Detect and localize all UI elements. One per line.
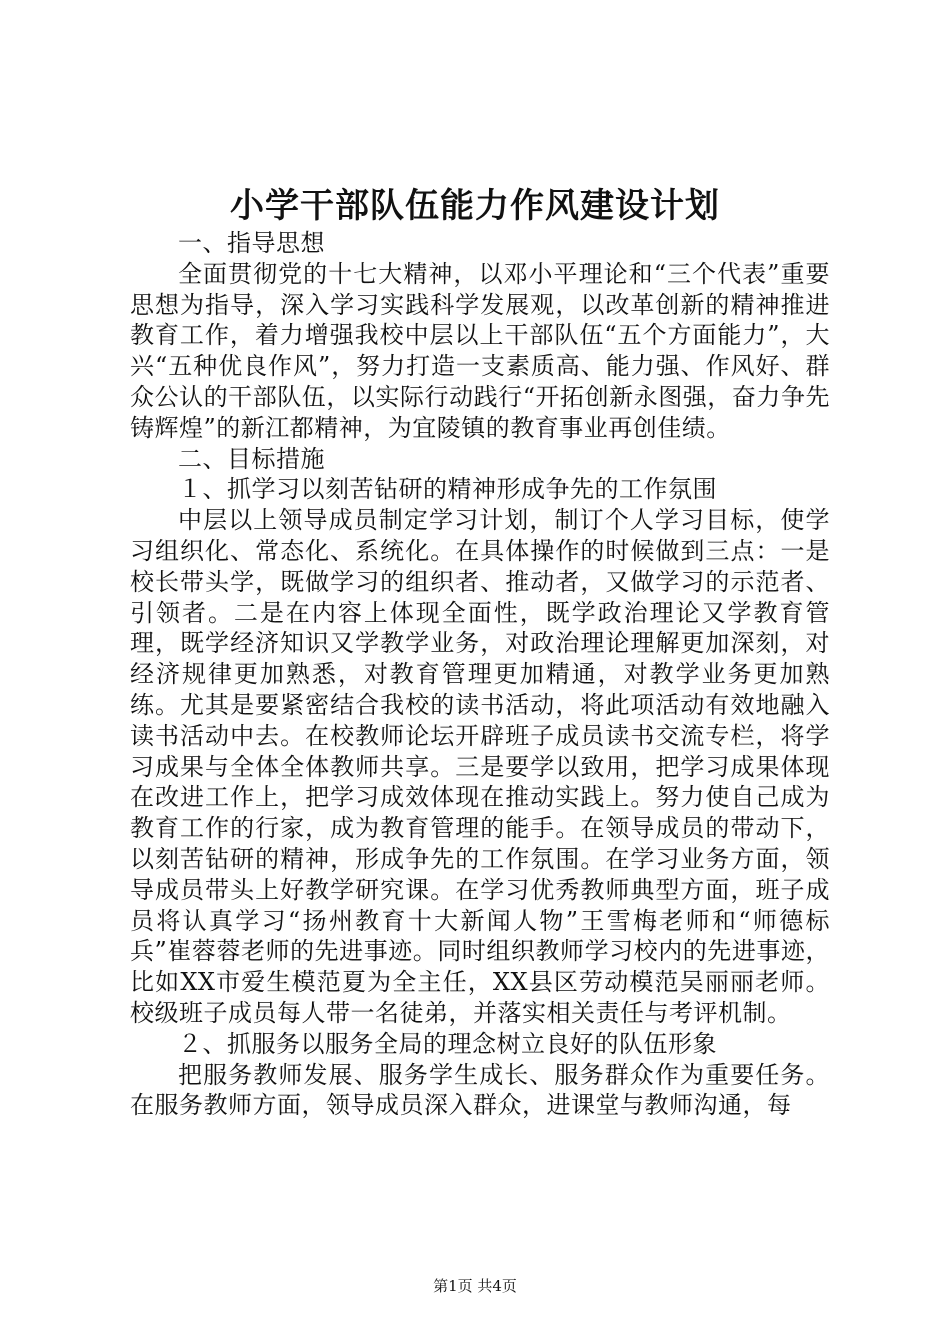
subheading-study: １、抓学习以刻苦钻研的精神形成争先的工作氛围: [178, 475, 717, 504]
paragraph-study: 中层以上领导成员制定学习计划，制订个人学习目标，使学习组织化、常态化、系统化。在具体操作的时候做到三点：一是校长带头学，既做学习的组织者、推动者，又做学习的示范者、引领者。二是在内容上体现全面性，既学政治理论又学教育管理，既学经济知识又学教学业务，对政治理论理解更加深刻，对经济规律更加熟悉，对教育管理更加精通，对教学业务更加熟练。尤其是要紧密结合我校的读书活动，将此项活动有效地融入读书活动中去。在校教师论坛开辟班子成员读书交流专栏，将学习成果与全体全体教师共享。三是要学以致用，把学习成果体现在改进工作上，把学习成效体现在推动实践上。努力使自己成为教育工作的行家，成为教育管理的能手。在领导成员的带动下，以刻苦钻研的精神，形成争先的工作氛围。在学习业务方面，领导成员带头上好教学研究课。在学习优秀教师典型方面，班子成员将认真学习“扬州教育十大新闻人物”王雪梅老师和“师德标兵”崔蓉蓉老师的先进事迹。同时组织教师学习校内的先进事迹，比如XX市爱生模范夏为全主任，XX县区劳动模范吴丽丽老师。校级班子成员每人带一名徒弟，并落实相关责任与考评机制。: [130, 506, 830, 1027]
paragraph-service: 把服务教师发展、服务学生成长、服务群众作为重要任务。在服务教师方面，领导成员深入群众，进课堂与教师沟通，每: [130, 1060, 830, 1120]
document-title: 小学干部队伍能力作风建设计划: [230, 186, 720, 226]
paragraph-guiding-ideology: 全面贯彻党的十七大精神，以邓小平理论和“三个代表”重要思想为指导，深入学习实践科学发展观，以改革创新的精神推进教育工作，着力增强我校中层以上干部队伍“五个方面能力”，大兴“五种优良作风”，努力打造一支素质高、能力强、作风好、群众公认的干部队伍，以实际行动践行“开拓创新永图强，奋力争先铸辉煌”的新江都精神，为宜陵镇的教育事业再创佳绩。: [130, 259, 830, 442]
page-footer: 第1页 共4页: [433, 1277, 517, 1295]
document-body: [130, 228, 830, 1121]
section-heading-guiding-ideology: 一、指导思想: [178, 229, 325, 257]
subheading-service: ２、抓服务以服务全局的理念树立良好的队伍形象: [178, 1029, 717, 1058]
section-heading-goals-measures: 二、目标措施: [178, 444, 325, 473]
